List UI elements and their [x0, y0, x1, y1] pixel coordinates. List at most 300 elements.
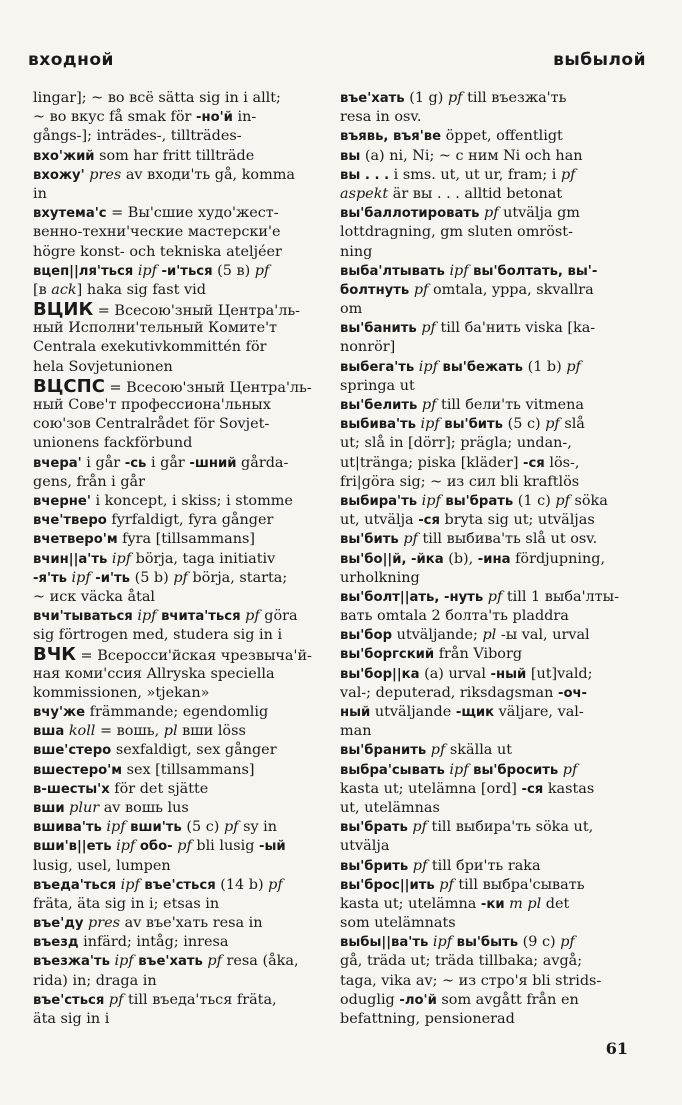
entry-text: fyra [tillsammans]: [117, 531, 255, 548]
text-line: [33, 281, 329, 300]
text-line: [33, 319, 329, 338]
text-line: [340, 492, 636, 511]
text-line: [33, 473, 329, 492]
text-line: [33, 818, 329, 837]
entry-text: till бели'ть vitmena: [436, 397, 584, 413]
headword: въеда'ться: [33, 877, 117, 893]
grammar-label: ipf: [109, 953, 134, 970]
text-line: [340, 338, 636, 357]
entry-text: sexfaldigt, sex gånger: [111, 742, 277, 759]
entry-text: [ut]vald;: [526, 665, 593, 682]
text-line: [33, 550, 329, 569]
entry-text: urholkning: [340, 569, 420, 586]
entry-text: -ы val, urval: [496, 627, 590, 644]
headword: -ся: [418, 513, 440, 529]
entry-text: i går: [81, 454, 125, 471]
grammar-label: pf: [566, 358, 581, 375]
headword: ВЧК: [33, 644, 76, 666]
text-line: [33, 185, 329, 204]
headword: вши'в||еть: [33, 839, 112, 855]
entry-text: kommissionen, »tjekan»: [33, 684, 210, 701]
headword: вы'банить: [340, 321, 417, 337]
text-line: [33, 147, 329, 166]
entry-text: högre konst- och tekniska ateljéer: [33, 243, 282, 260]
headword: въе'сться: [144, 877, 216, 893]
text-line: [340, 530, 636, 549]
text-line: [33, 952, 329, 971]
text-line: [33, 991, 329, 1010]
text-line: [340, 358, 636, 377]
entry-text: (9 c): [518, 934, 561, 951]
right-column: [340, 89, 636, 1029]
entry-text: (5 в): [212, 262, 255, 279]
entry-text: till выбра'сывать: [453, 876, 585, 893]
entry-text: ный Сове'т профессиона'льных: [33, 397, 271, 413]
headword: вчера': [33, 455, 82, 471]
headword: вхо'жий: [33, 148, 95, 164]
text-line: [340, 895, 636, 914]
entry-text: unionens fackförbund: [33, 435, 193, 452]
text-line: [340, 684, 636, 703]
entry-text: utvälja: [340, 838, 390, 855]
page-number: 61: [605, 1039, 628, 1058]
grammar-label: ipf: [444, 761, 469, 778]
grammar-label: pf: [545, 416, 560, 433]
grammar-label: pf: [254, 262, 270, 279]
entry-text: i sms. ut, ut ur, fram; i: [389, 166, 561, 183]
text-line: [340, 300, 636, 319]
headword: -ина: [477, 551, 511, 567]
entry-text: вать omtala 2 болта'ть pladdra: [340, 608, 569, 625]
headword: вчерне': [33, 493, 91, 509]
entry-text: in-: [232, 109, 257, 126]
entry-text: man: [340, 723, 372, 740]
text-line: [340, 473, 636, 492]
headword: вша: [33, 724, 65, 740]
entry-text: till ба'нить viska [ka-: [435, 320, 596, 337]
headword: въезжа'ть: [33, 954, 110, 970]
headword: вшестеро'м: [33, 762, 123, 778]
entry-text: ~ во вкус få smak för: [33, 109, 196, 126]
headword: вы'болт||ать, -нуть: [340, 589, 484, 605]
guide-word-left: входной: [28, 50, 114, 70]
headword: выбира'ть: [340, 493, 418, 509]
headword: выба'лтывать: [340, 263, 445, 279]
entry-text: skälla ut: [445, 742, 512, 759]
grammar-label: pl: [163, 723, 178, 740]
headword: вы'брать: [340, 820, 408, 836]
text-line: [33, 645, 329, 664]
headword: вы'бор: [340, 628, 393, 644]
grammar-label: aspekt: [340, 185, 389, 202]
headword: вы'болтать, вы'-: [473, 263, 598, 279]
text-line: [340, 281, 636, 300]
grammar-label: pf: [223, 819, 239, 836]
text-line: [33, 588, 329, 607]
text-line: [340, 454, 636, 473]
headword: ный: [340, 705, 371, 720]
grammar-label: pf: [555, 492, 570, 509]
headword: -ся: [523, 455, 545, 471]
grammar-label: ipf: [415, 416, 440, 433]
entry-text: gå, träda ut; träda tillbaka; avgå;: [340, 953, 583, 970]
text-line: [340, 780, 636, 799]
text-line: [340, 166, 636, 185]
grammar-label: pf: [447, 90, 463, 106]
entry-text: springa ut: [340, 377, 415, 394]
grammar-label: pf: [426, 742, 446, 759]
grammar-label: pf: [240, 608, 260, 625]
entry-text: oduglig: [340, 991, 400, 1008]
entry-text: (1 c): [513, 492, 556, 509]
text-line: [33, 626, 329, 645]
text-line: [340, 665, 636, 684]
text-line: [33, 665, 329, 684]
entry-text: = Всеросси'йская чрезвыча'й-: [75, 648, 312, 665]
entry-text: (5 b): [130, 569, 174, 586]
headword: вче'тверо: [33, 513, 107, 529]
grammar-label: ipf: [101, 819, 126, 836]
entry-text: från Viborg: [434, 646, 523, 663]
text-line: [33, 358, 329, 377]
text-line: [340, 607, 636, 626]
entry-text: öppet, offentligt: [441, 128, 563, 145]
grammar-label: pf: [417, 397, 437, 413]
grammar-label: ipf: [444, 262, 469, 279]
text-line: [33, 204, 329, 223]
headword: вы'боргский: [340, 647, 435, 663]
entry-text: i koncept, i skiss; i stomme: [90, 492, 293, 509]
entry-text: utväljande: [370, 704, 456, 720]
entry-text: (1 b): [523, 358, 567, 375]
grammar-label: pf: [172, 838, 192, 855]
headword: вчу'же: [33, 705, 86, 720]
text-line: [340, 645, 636, 664]
text-line: [340, 204, 636, 223]
entry-text: ная коми'ссия Allryska speciella: [33, 665, 275, 682]
text-line: [33, 837, 329, 856]
text-line: [33, 857, 329, 876]
entry-text: = Всесою'зный Центра'ль-: [93, 303, 301, 320]
grammar-label: pres: [84, 166, 122, 183]
text-line: [33, 434, 329, 453]
entry-text: resa in osv.: [340, 109, 422, 126]
entry-text: taga, vika av; ~ из стро'я bli strids-: [340, 972, 602, 989]
entry-text: kastas: [543, 780, 595, 797]
left-column: [33, 89, 329, 1029]
text-line: [33, 415, 329, 434]
grammar-label: pf: [560, 166, 576, 183]
text-line: [33, 607, 329, 626]
headword: вы'бить: [444, 417, 504, 433]
grammar-label: pres: [83, 915, 121, 932]
headword: въявь, въя'ве: [340, 129, 442, 145]
entry-text: gens, från i går: [33, 473, 146, 490]
headword: обо-: [139, 839, 173, 855]
entry-text: till въезжа'ть: [462, 90, 567, 106]
headword: вцеп||ля'ться: [33, 263, 134, 279]
headword: вы'бросить: [473, 762, 559, 778]
text-line: [33, 569, 329, 588]
text-line: [340, 319, 636, 338]
entry-text: fri|göra sig; ~ из сил bli kraftlös: [340, 473, 580, 490]
grammar-label: pf: [416, 320, 436, 337]
entry-text: val-; deputerad, riksdagsman: [340, 684, 558, 701]
grammar-label: pf: [560, 934, 575, 951]
entry-text: till выбива'ть slå ut osv.: [417, 531, 598, 548]
entry-text: ut|tränga; piska [kläder]: [340, 454, 524, 471]
entry-text: (5 c): [181, 819, 224, 836]
entry-text: ut, utelämnas: [340, 799, 440, 816]
text-line: [340, 876, 636, 895]
text-line: [33, 1010, 329, 1029]
headword: въе'хать: [340, 91, 405, 106]
headword: выбы||ва'ть: [340, 935, 429, 951]
headword: -ся: [521, 781, 544, 797]
entry-text: (a) ni, Ni; ~ с ним Ni och han: [360, 147, 583, 164]
entry-text: till выбира'ть söka ut,: [426, 819, 594, 836]
headword: вы'бранить: [340, 743, 427, 759]
headword: -и'ться: [156, 263, 213, 279]
entry-text: сою'зов Centralrådet för Sovjet-: [33, 416, 270, 433]
grammar-label: pf: [409, 281, 429, 298]
text-line: [33, 684, 329, 703]
text-line: [340, 377, 636, 396]
text-line: [33, 377, 329, 396]
entry-text: = вошь,: [95, 723, 164, 740]
headword: вы'бить: [340, 532, 399, 548]
text-line: [33, 127, 329, 146]
entry-text: börja, taga initiativ: [131, 550, 276, 567]
text-line: [33, 972, 329, 991]
text-line: [33, 262, 329, 281]
text-line: [340, 511, 636, 530]
text-line: [340, 741, 636, 760]
entry-text: för det sjätte: [109, 780, 209, 797]
headword: вы'бо||й, -йка: [340, 551, 444, 567]
entry-text: ut; slå in [dörr]; prägla; undan-,: [340, 435, 572, 452]
entry-text: ning: [340, 243, 373, 260]
text-line: [33, 338, 329, 357]
headword: вы'быть: [456, 935, 519, 951]
text-line: [340, 626, 636, 645]
entry-text: till бри'ть raka: [427, 857, 541, 874]
grammar-label: m pl: [504, 895, 542, 912]
entry-text: (14 b): [215, 876, 269, 893]
grammar-label: ipf: [107, 550, 132, 567]
headword: вше'стеро: [33, 743, 112, 759]
entry-text: av въе'хать resa in: [120, 915, 263, 932]
entry-text: är вы . . . alltid betonat: [388, 185, 563, 202]
grammar-label: pf: [408, 857, 428, 874]
text-line: [340, 569, 636, 588]
entry-text: bli lusig: [191, 838, 259, 855]
text-line: [340, 703, 636, 722]
headword: ВЦСПС: [33, 375, 105, 397]
entry-text: resa (åka,: [221, 953, 299, 970]
entry-text: om: [340, 301, 363, 318]
text-line: [33, 933, 329, 952]
text-line: [33, 876, 329, 895]
entry-text: sig förtrogen med, studera sig in i: [33, 627, 283, 644]
entry-text: lingar]; ~ во всё sätta sig in i allt;: [33, 90, 281, 106]
entry-text: äta sig in i: [33, 1011, 110, 1027]
headword: выбива'ть: [340, 417, 416, 433]
entry-text: lottdragning, gm sluten omröst-: [340, 224, 573, 241]
headword: вы'брать: [445, 493, 514, 509]
text-line: [33, 511, 329, 530]
entry-text: nonrör]: [340, 339, 396, 356]
text-line: [340, 722, 636, 741]
headword: вчин||а'ть: [33, 551, 108, 567]
grammar-label: pf: [398, 531, 418, 548]
grammar-label: pf: [434, 876, 454, 893]
grammar-label: ipf: [417, 492, 441, 509]
entry-text: bryta sig ut; utväljas: [439, 512, 595, 529]
text-line: [340, 799, 636, 818]
headword: вчетверо'м: [33, 532, 118, 548]
headword: -ый: [259, 839, 286, 855]
entry-text: hela Sovjetunionen: [33, 358, 173, 375]
headword: вы . . .: [340, 167, 390, 183]
grammar-label: pf: [483, 588, 503, 605]
entry-text: sex [tillsammans]: [122, 761, 255, 778]
entry-text: fördjupning,: [510, 550, 606, 567]
headword: -я'ть: [33, 570, 67, 586]
headword: вы'брить: [340, 858, 409, 874]
grammar-label: ipf: [111, 838, 136, 855]
grammar-label: ipf: [428, 934, 453, 951]
entry-text: till 1 выба'лты-: [502, 588, 619, 605]
headword: -шний: [189, 455, 237, 471]
text-line: [340, 857, 636, 876]
text-line: [33, 300, 329, 319]
grammar-label: pf: [479, 205, 499, 222]
text-line: [340, 991, 636, 1010]
text-line: [340, 147, 636, 166]
entry-text: omtala, yppa, skvallra: [428, 281, 594, 298]
entry-text: utvälja gm: [498, 205, 580, 222]
text-line: [340, 550, 636, 569]
grammar-label: ack: [51, 281, 77, 298]
entry-text: gångs-]; inträdes-, tillträdes-: [33, 128, 242, 145]
headword: въе'хать: [138, 954, 203, 970]
entry-text: in: [33, 185, 47, 202]
headword: вшива'ть: [33, 820, 102, 836]
entry-text: fyrfaldigt, fyra gånger: [106, 512, 274, 529]
text-line: [33, 780, 329, 799]
headword: вы'белить: [340, 398, 418, 413]
text-line: [340, 243, 636, 262]
entry-text: ] haka sig fast vid: [76, 281, 206, 298]
grammar-label: ipf: [414, 358, 438, 375]
text-line: [340, 761, 636, 780]
headword: -щик: [455, 705, 495, 720]
text-line: [340, 185, 636, 204]
text-line: [340, 972, 636, 991]
guide-word-right: выбылой: [553, 50, 646, 70]
text-line: [33, 396, 329, 415]
text-line: [33, 799, 329, 818]
entry-text: (b),: [443, 550, 478, 567]
text-line: [340, 933, 636, 952]
text-line: [33, 243, 329, 262]
grammar-label: plur: [64, 799, 100, 816]
headword: вы'баллотировать: [340, 206, 480, 222]
entry-text: fräta, äta sig in i; etsas in: [33, 895, 220, 912]
entry-text: börja, starta;: [187, 569, 288, 586]
text-line: [340, 434, 636, 453]
entry-text: väljare, val-: [494, 704, 584, 720]
entry-text: вши löss: [177, 723, 246, 740]
headword: вы'бор||ка: [340, 666, 420, 682]
text-line: [33, 454, 329, 473]
headword: вы'брос||ить: [340, 877, 435, 893]
headword: -оч-: [557, 685, 588, 701]
text-line: [340, 914, 636, 933]
entry-text: som utelämnats: [340, 915, 456, 932]
grammar-label: ipf: [116, 876, 140, 893]
entry-text: = Вы'сшие худо'жест-: [106, 205, 279, 222]
grammar-label: ipf: [132, 608, 157, 625]
text-line: [33, 492, 329, 511]
text-line: [33, 703, 329, 722]
text-line: [33, 223, 329, 242]
text-line: [340, 415, 636, 434]
entry-text: венно-техни'ческие мастерски'е: [33, 224, 281, 241]
headword: -ки: [480, 896, 505, 912]
entry-text: rida) in; draga in: [33, 972, 157, 989]
entry-text: ut, utvälja: [340, 512, 419, 529]
text-line: [33, 530, 329, 549]
headword: вы'бежать: [442, 359, 523, 375]
text-line: [340, 952, 636, 971]
text-line: [33, 895, 329, 914]
entry-text: gårda-: [236, 454, 289, 471]
headword: въезд: [33, 935, 79, 951]
entry-text: som har fritt tillträde: [94, 147, 255, 164]
text-line: [33, 761, 329, 780]
headword: -ный: [490, 666, 527, 682]
entry-text: som avgått från en: [436, 991, 579, 1008]
headword: выбра'сывать: [340, 762, 445, 778]
grammar-label: pf: [407, 819, 427, 836]
grammar-label: koll: [64, 723, 96, 740]
headword: ВЦИК: [33, 299, 94, 321]
entry-text: sy in: [238, 819, 278, 836]
headword: вы: [340, 148, 361, 164]
grammar-label: ipf: [133, 262, 157, 279]
entry-text: (1 g): [404, 90, 448, 106]
headword: -сь: [124, 455, 147, 471]
entry-text: av вошь lus: [99, 799, 189, 816]
entry-text: främmande; egendomlig: [85, 704, 269, 720]
grammar-label: pf: [268, 876, 283, 893]
headword: в-шесты'х: [33, 781, 110, 797]
headword: вхутема'с: [33, 206, 107, 222]
headword: вчита'ться: [161, 609, 241, 625]
text-line: [33, 722, 329, 741]
text-line: [340, 1010, 636, 1029]
text-line: [340, 837, 636, 856]
entry-text: göra: [259, 608, 298, 625]
headword: вхожу': [33, 167, 85, 183]
text-line: [340, 588, 636, 607]
headword: вши'ть: [130, 820, 182, 836]
headword: -ло'й: [399, 992, 437, 1008]
entry-text: (a) urval: [419, 665, 491, 682]
text-line: [340, 223, 636, 242]
